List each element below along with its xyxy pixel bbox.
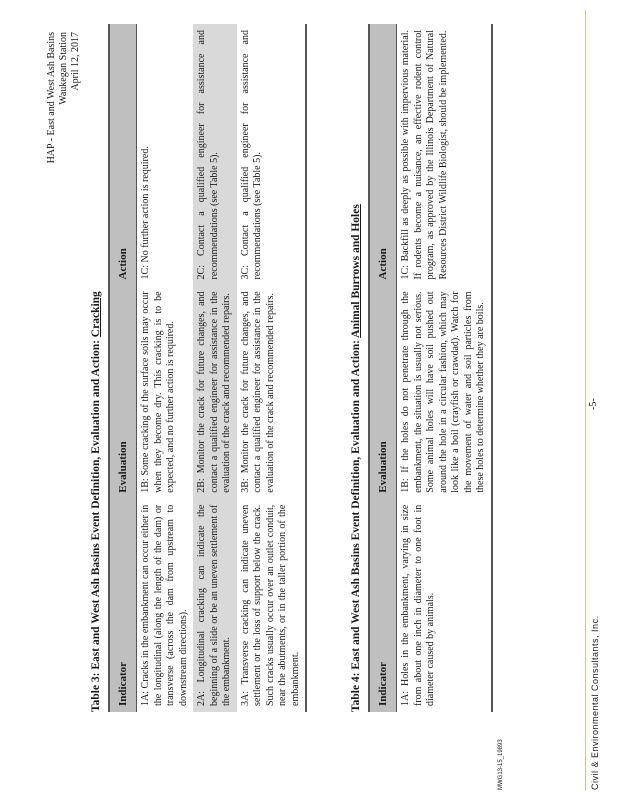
- table3-row1-indicator: 1A: Cracks in the embankment can occur either in the longitudinal (along the length of the dam) or transverse (across the dam from upstream to downstream directions).: [140, 504, 189, 706]
- table4-title: [350, 204, 362, 712]
- table3-row2-indicator: 2A: Longitudinal cracking can indicate the beginning of a slide or be an uneven settlement of the embankment.: [193, 499, 237, 712]
- header-line-3: April 12, 2017: [70, 32, 81, 91]
- table3-col-action: Action: [109, 24, 137, 285]
- table-row: [237, 24, 307, 712]
- table4-col-action: Action: [369, 24, 397, 285]
- document-id: MWG13-15_19893: [498, 739, 504, 790]
- table4-col-evaluation: Evaluation: [369, 285, 397, 498]
- table4-col-indicator: Indicator: [369, 499, 397, 712]
- table3-title-topic: Cracking: [90, 291, 102, 338]
- table4-title-topic: Animal Burrows and Holes: [350, 204, 362, 338]
- table-row: [193, 24, 237, 712]
- footer-rule: [585, 10, 586, 790]
- table3-row2-evaluation: 2B: Monitor the crack for future changes, and contact a qualified engineer for assistance in the evaluation of the crack and recommended repairs.: [193, 285, 237, 498]
- table3-row1-action: 1C: No further action is required.: [140, 146, 151, 280]
- table3-header-row: [109, 24, 137, 712]
- table3-title: [90, 291, 102, 712]
- table3-row3-evaluation: 3B: Monitor the crack for future changes, and contact a qualified engineer for assistance in the evaluation of the crack and recommended repairs.: [237, 285, 307, 498]
- table4-header-row: [369, 24, 397, 712]
- header-line-2: Waukegan Station: [58, 32, 69, 105]
- page-number: -5-: [588, 398, 599, 410]
- table3-row3-action: 3C: Contact a qualified engineer for assistance and recommendations (see Table 5).: [237, 24, 307, 285]
- table3-row3-indicator: 3A: Transverse cracking can indicate uneven settlement or the loss of support below the crack. Such cracks usually occur over an outlet conduit, near the abutments, or in the taller portion of the embankment.: [237, 499, 307, 712]
- header-line-1: HAP - East and West Ash Basins: [46, 32, 57, 164]
- table3-title-prefix: Table 3: East and West Ash Basins Event Definition, Evaluation and Action:: [90, 337, 102, 712]
- table4-row1-indicator: 1A: Holes in the embankment, varying in size from about one inch in diameter to one foot in diameter caused by animals.: [397, 499, 492, 712]
- table3: [108, 24, 307, 712]
- table3-row1-evaluation: 1B: Some cracking of the surface soils may occur when they become dry. This cracking is to be expected, and no further action is required.: [140, 291, 176, 493]
- document-header: [46, 32, 82, 163]
- table3-col-indicator: Indicator: [109, 499, 137, 712]
- table-row: [397, 24, 492, 712]
- table-row: [137, 24, 194, 712]
- table4-row1-action: 1C: Backfill as deeply as possible with impervious material. If rodents become a nuisance, an effective rodent control program, as approved by the Illinois Department of Natural Resources District Wildlife Biologist, should be implemented.: [397, 24, 492, 285]
- company-footer: Civil & Environmental Consultants, Inc.: [590, 615, 600, 790]
- table3-col-evaluation: Evaluation: [109, 285, 137, 498]
- table4: [368, 24, 493, 712]
- table4-row1-evaluation: 1B: If the holes do not penetrate through the embankment, the situation is usually not serious. Some animal holes will have soil pushed out around the hole in a circular fashion, which may look like a boil (crayfish or crawdad). Watch for the movement of water and soil particles from these holes to determine whether they are boils.: [397, 285, 492, 498]
- table4-title-prefix: Table 4: East and West Ash Basins Event Definition, Evaluation and Action:: [350, 337, 362, 712]
- table3-row2-action: 2C: Contact a qualified engineer for assistance and recommendations (see Table 5).: [193, 24, 237, 285]
